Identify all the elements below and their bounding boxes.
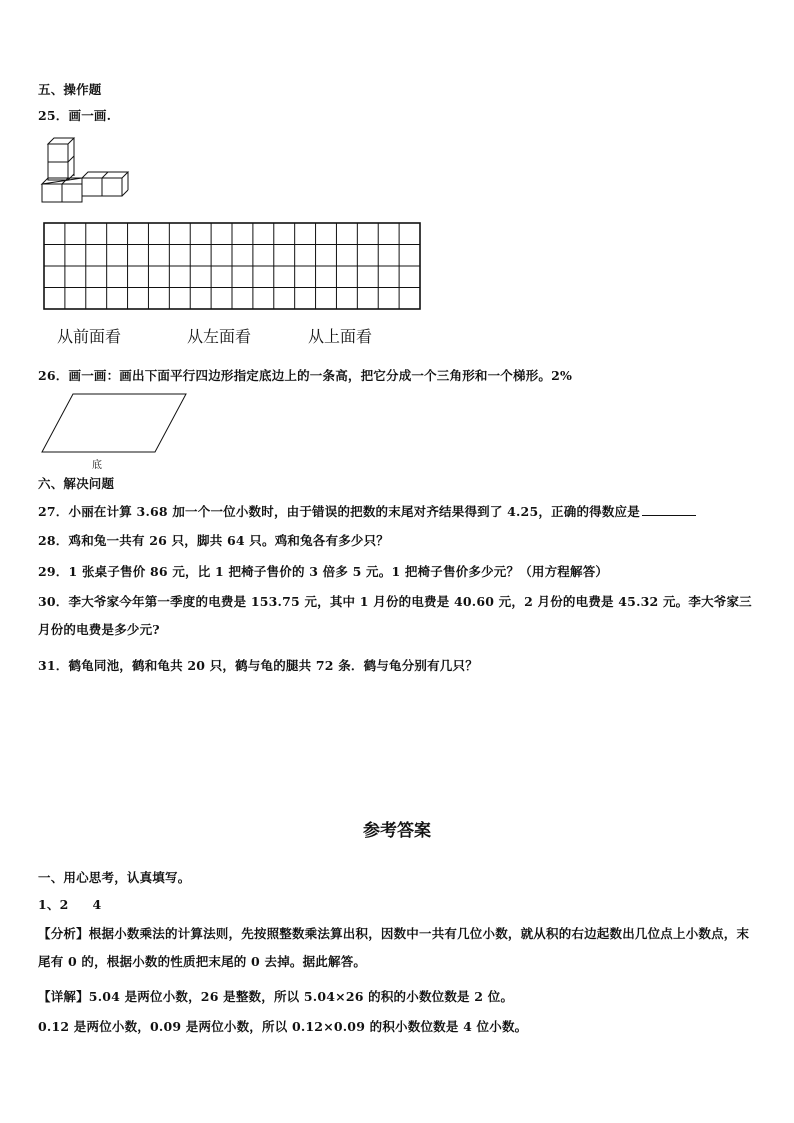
answer-detail: 【详解】5.04 是两位小数，26 是整数，所以 5.04×26 的积的小数位数是 2 位。: [38, 989, 514, 1004]
question-31: 31．鹤龟同池，鹤和龟共 20 只，鹤与龟的腿共 72 条．鹤与龟分别有几只？: [38, 658, 478, 673]
answer-1: 1、2 4: [38, 897, 102, 912]
cube-figure: [38, 132, 138, 206]
question-27: 27．小丽在计算 3.68 加一个一位小数时，由于错误的把数的末尾对齐结果得到了 4.25，正确的得数应是: [38, 502, 696, 520]
question-25: 25．画一画.: [38, 108, 112, 123]
section5-title: 五、操作题: [38, 82, 102, 97]
answers-heading: 参考答案: [363, 821, 431, 841]
answer-blank: [642, 503, 696, 516]
question-30: 30．李大爷家今年第一季度的电费是 153.75 元，其中 1 月份的电费是 40.60 元，2 月份的电费是 45.32 元。李大爷家三月份的电费是多少元?: [38, 594, 752, 637]
drawing-grid: [43, 222, 421, 310]
parallelogram-figure: [40, 392, 190, 454]
answer-analysis: 【分析】根据小数乘法的计算法则，先按照整数乘法算出积，因数中一共有几位小数，就从积的右边起数出几位点上小数点，末尾有 0 的，根据小数的性质把末尾的 0 去掉。据此解答。: [38, 926, 750, 969]
section6-title: 六、解决问题: [38, 476, 115, 491]
base-label: 底: [92, 460, 102, 471]
view-label-top: 从上面看: [308, 327, 373, 346]
question-28: 28．鸡和兔一共有 26 只，脚共 64 只。鸡和兔各有多少只？: [38, 533, 389, 548]
question-29: 29．1 张桌子售价 86 元，比 1 把椅子售价的 3 倍多 5 元。1 把椅子售价多少元？（用方程解答）: [38, 564, 609, 579]
answers-section1-title: 一、用心思考，认真填写。: [38, 870, 191, 885]
answer-detail-2: 0.12 是两位小数，0.09 是两位小数，所以 0.12×0.09 的积小数位数是 4 位小数。: [38, 1019, 528, 1034]
question-26: 26．画一画：画出下面平行四边形指定底边上的一条高，把它分成一个三角形和一个梯形。2%: [38, 368, 573, 383]
view-label-front: 从前面看: [57, 327, 122, 346]
view-label-left: 从左面看: [187, 327, 252, 346]
